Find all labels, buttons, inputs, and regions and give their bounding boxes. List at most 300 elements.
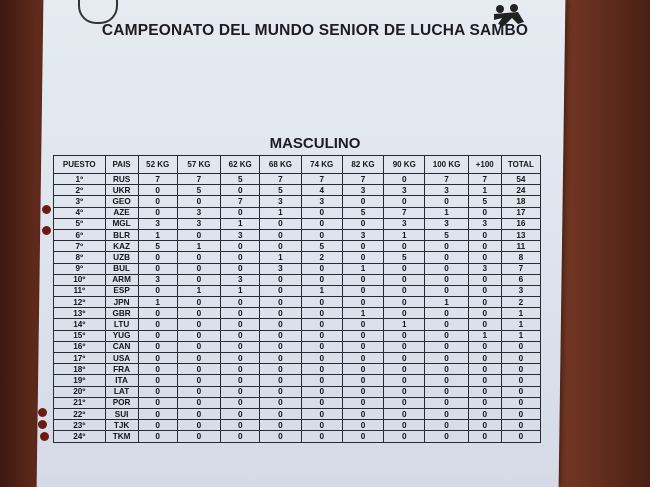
thumbtack-mark <box>38 408 47 417</box>
score-cell: 3 <box>138 218 177 229</box>
section-title: MASCULINO <box>269 135 361 152</box>
score-cell: 0 <box>221 263 260 274</box>
score-cell: 0 <box>221 330 260 341</box>
rank-cell: 9º <box>54 263 106 274</box>
score-cell: 0 <box>221 207 260 218</box>
score-cell: 0 <box>342 319 383 330</box>
country-cell: JPN <box>105 297 138 308</box>
score-cell: 0 <box>177 364 220 375</box>
score-cell: 0 <box>468 353 501 364</box>
country-cell: GBR <box>105 308 138 319</box>
score-cell: 0 <box>342 364 383 375</box>
score-cell: 7 <box>342 174 383 185</box>
score-cell: 0 <box>221 408 260 419</box>
score-cell: 0 <box>342 420 383 431</box>
table-row <box>54 207 541 218</box>
score-cell: 0 <box>342 408 383 419</box>
score-cell: 0 <box>342 431 383 442</box>
score-cell: 0 <box>138 386 177 397</box>
score-cell: 7 <box>501 263 540 274</box>
score-cell: 0 <box>177 431 220 442</box>
country-cell: TJK <box>105 420 138 431</box>
score-cell: 0 <box>501 408 540 419</box>
score-cell: 0 <box>221 252 260 263</box>
score-cell: 0 <box>260 297 301 308</box>
score-cell: 0 <box>384 386 425 397</box>
score-cell: 0 <box>425 285 468 296</box>
score-cell: 17 <box>501 207 540 218</box>
score-cell: 0 <box>501 420 540 431</box>
score-cell: 0 <box>260 386 301 397</box>
score-cell: 1 <box>177 241 220 252</box>
table-row <box>54 375 541 386</box>
score-cell: 0 <box>260 431 301 442</box>
rank-cell: 15º <box>54 330 106 341</box>
score-cell: 0 <box>301 341 342 352</box>
score-cell: 0 <box>177 274 220 285</box>
score-cell: 0 <box>501 375 540 386</box>
score-cell: 0 <box>260 229 301 240</box>
rank-cell: 12º <box>54 297 106 308</box>
results-table <box>53 155 541 443</box>
table-row <box>54 319 541 330</box>
score-cell: 0 <box>342 252 383 263</box>
rank-cell: 17º <box>54 353 106 364</box>
score-cell: 0 <box>425 319 468 330</box>
score-cell: 1 <box>342 263 383 274</box>
column-header: 82 KG <box>342 156 383 174</box>
score-cell: 0 <box>384 375 425 386</box>
score-cell: 7 <box>221 196 260 207</box>
table-row <box>54 263 541 274</box>
score-cell: 0 <box>468 408 501 419</box>
score-cell: 3 <box>301 196 342 207</box>
country-cell: TKM <box>105 431 138 442</box>
score-cell: 0 <box>260 364 301 375</box>
score-cell: 0 <box>468 207 501 218</box>
score-cell: 0 <box>468 375 501 386</box>
score-cell: 16 <box>501 218 540 229</box>
column-header: 57 KG <box>177 156 220 174</box>
score-cell: 1 <box>301 285 342 296</box>
score-cell: 0 <box>221 375 260 386</box>
score-cell: 3 <box>221 274 260 285</box>
score-cell: 6 <box>501 274 540 285</box>
thumbtack-mark <box>42 226 51 235</box>
score-cell: 0 <box>138 252 177 263</box>
rank-cell: 21º <box>54 397 106 408</box>
country-cell: GEO <box>105 196 138 207</box>
score-cell: 0 <box>301 263 342 274</box>
score-cell: 0 <box>260 308 301 319</box>
country-cell: SUI <box>105 408 138 419</box>
score-cell: 0 <box>301 229 342 240</box>
table-row <box>54 341 541 352</box>
score-cell: 0 <box>301 207 342 218</box>
column-header: TOTAL <box>501 156 540 174</box>
column-header: 90 KG <box>384 156 425 174</box>
table-row <box>54 241 541 252</box>
score-cell: 2 <box>501 297 540 308</box>
score-cell: 18 <box>501 196 540 207</box>
rank-cell: 4º <box>54 207 106 218</box>
rank-cell: 13º <box>54 308 106 319</box>
score-cell: 0 <box>260 420 301 431</box>
score-cell: 0 <box>501 364 540 375</box>
rank-cell: 20º <box>54 386 106 397</box>
score-cell: 1 <box>260 252 301 263</box>
score-cell: 0 <box>425 375 468 386</box>
score-cell: 1 <box>425 207 468 218</box>
score-cell: 0 <box>138 319 177 330</box>
score-cell: 3 <box>425 185 468 196</box>
score-cell: 0 <box>260 397 301 408</box>
score-cell: 0 <box>177 252 220 263</box>
score-cell: 0 <box>425 252 468 263</box>
score-cell: 0 <box>425 241 468 252</box>
rank-cell: 1º <box>54 174 106 185</box>
score-cell: 3 <box>342 185 383 196</box>
table-row <box>54 185 541 196</box>
country-cell: BLR <box>105 229 138 240</box>
score-cell: 0 <box>301 431 342 442</box>
score-cell: 5 <box>260 185 301 196</box>
score-cell: 0 <box>384 174 425 185</box>
score-cell: 0 <box>138 420 177 431</box>
score-cell: 0 <box>384 241 425 252</box>
score-cell: 0 <box>384 341 425 352</box>
score-cell: 0 <box>384 420 425 431</box>
table-row <box>54 196 541 207</box>
table-row <box>54 420 541 431</box>
score-cell: 1 <box>221 218 260 229</box>
score-cell: 0 <box>468 386 501 397</box>
score-cell: 0 <box>384 285 425 296</box>
score-cell: 54 <box>501 174 540 185</box>
score-cell: 7 <box>468 174 501 185</box>
score-cell: 0 <box>342 196 383 207</box>
rank-cell: 6º <box>54 229 106 240</box>
score-cell: 1 <box>384 229 425 240</box>
score-cell: 0 <box>301 386 342 397</box>
score-cell: 0 <box>342 341 383 352</box>
score-cell: 0 <box>221 341 260 352</box>
table-row <box>54 330 541 341</box>
score-cell: 1 <box>501 330 540 341</box>
score-cell: 5 <box>138 241 177 252</box>
score-cell: 0 <box>177 263 220 274</box>
score-cell: 7 <box>260 174 301 185</box>
country-cell: UZB <box>105 252 138 263</box>
score-cell: 0 <box>425 386 468 397</box>
score-cell: 5 <box>468 196 501 207</box>
country-cell: POR <box>105 397 138 408</box>
country-cell: KAZ <box>105 241 138 252</box>
score-cell: 0 <box>468 397 501 408</box>
score-cell: 0 <box>425 341 468 352</box>
score-cell: 1 <box>425 297 468 308</box>
score-cell: 0 <box>468 252 501 263</box>
score-cell: 0 <box>177 408 220 419</box>
score-cell: 0 <box>384 196 425 207</box>
score-cell: 7 <box>384 207 425 218</box>
score-cell: 7 <box>177 174 220 185</box>
score-cell: 0 <box>138 364 177 375</box>
score-cell: 0 <box>384 297 425 308</box>
score-cell: 0 <box>177 353 220 364</box>
score-cell: 0 <box>260 408 301 419</box>
rank-cell: 19º <box>54 375 106 386</box>
score-cell: 0 <box>301 218 342 229</box>
score-cell: 1 <box>138 297 177 308</box>
score-cell: 0 <box>221 241 260 252</box>
score-cell: 0 <box>221 297 260 308</box>
table-row <box>54 386 541 397</box>
score-cell: 3 <box>501 285 540 296</box>
score-cell: 0 <box>177 196 220 207</box>
score-cell: 3 <box>384 218 425 229</box>
score-cell: 0 <box>501 431 540 442</box>
score-cell: 0 <box>342 274 383 285</box>
country-cell: BUL <box>105 263 138 274</box>
table-row <box>54 397 541 408</box>
score-cell: 0 <box>468 420 501 431</box>
column-header: 100 KG <box>425 156 468 174</box>
score-cell: 0 <box>342 297 383 308</box>
score-cell: 3 <box>177 218 220 229</box>
score-cell: 0 <box>138 408 177 419</box>
score-cell: 0 <box>260 274 301 285</box>
rank-cell: 11º <box>54 285 106 296</box>
score-cell: 0 <box>384 364 425 375</box>
score-cell: 0 <box>425 196 468 207</box>
score-cell: 3 <box>260 196 301 207</box>
score-cell: 0 <box>468 297 501 308</box>
score-cell: 0 <box>260 375 301 386</box>
rank-cell: 18º <box>54 364 106 375</box>
rank-cell: 10º <box>54 274 106 285</box>
background-wall-right <box>550 0 650 487</box>
score-cell: 0 <box>425 330 468 341</box>
rank-cell: 5º <box>54 218 106 229</box>
score-cell: 0 <box>260 341 301 352</box>
score-cell: 7 <box>301 174 342 185</box>
score-cell: 0 <box>301 274 342 285</box>
score-cell: 1 <box>138 229 177 240</box>
score-cell: 0 <box>177 341 220 352</box>
score-cell: 0 <box>501 353 540 364</box>
score-cell: 0 <box>221 420 260 431</box>
score-cell: 5 <box>342 207 383 218</box>
score-cell: 1 <box>342 308 383 319</box>
score-cell: 5 <box>425 229 468 240</box>
column-header: 74 KG <box>301 156 342 174</box>
table-row <box>54 285 541 296</box>
country-cell: MGL <box>105 218 138 229</box>
score-cell: 0 <box>384 308 425 319</box>
rank-cell: 3º <box>54 196 106 207</box>
score-cell: 0 <box>425 397 468 408</box>
thumbtack-mark <box>42 205 51 214</box>
score-cell: 24 <box>501 185 540 196</box>
score-cell: 0 <box>342 330 383 341</box>
country-cell: YUG <box>105 330 138 341</box>
score-cell: 3 <box>177 207 220 218</box>
country-cell: USA <box>105 353 138 364</box>
score-cell: 0 <box>138 330 177 341</box>
table-row <box>54 297 541 308</box>
table-row <box>54 364 541 375</box>
column-header: PUESTO <box>54 156 106 174</box>
score-cell: 5 <box>221 174 260 185</box>
score-cell: 0 <box>468 364 501 375</box>
score-cell: 0 <box>342 386 383 397</box>
score-cell: 0 <box>138 431 177 442</box>
score-cell: 0 <box>138 196 177 207</box>
table-row <box>54 431 541 442</box>
score-cell: 0 <box>384 408 425 419</box>
score-cell: 5 <box>384 252 425 263</box>
score-cell: 0 <box>138 375 177 386</box>
score-cell: 0 <box>468 431 501 442</box>
score-cell: 3 <box>221 229 260 240</box>
score-cell: 0 <box>301 308 342 319</box>
score-cell: 0 <box>177 420 220 431</box>
score-cell: 0 <box>301 420 342 431</box>
table-row <box>54 229 541 240</box>
column-header: 68 KG <box>260 156 301 174</box>
score-cell: 0 <box>177 397 220 408</box>
score-cell: 0 <box>260 241 301 252</box>
score-cell: 0 <box>301 375 342 386</box>
results-table-body <box>54 174 541 443</box>
rank-cell: 14º <box>54 319 106 330</box>
score-cell: 0 <box>260 285 301 296</box>
score-cell: 3 <box>342 229 383 240</box>
score-cell: 1 <box>384 319 425 330</box>
score-cell: 0 <box>468 274 501 285</box>
score-cell: 0 <box>501 386 540 397</box>
table-row <box>54 174 541 185</box>
score-cell: 0 <box>138 207 177 218</box>
score-cell: 2 <box>301 252 342 263</box>
score-cell: 0 <box>342 218 383 229</box>
score-cell: 0 <box>501 341 540 352</box>
score-cell: 0 <box>342 241 383 252</box>
table-row <box>54 308 541 319</box>
score-cell: 0 <box>138 285 177 296</box>
score-cell: 1 <box>501 319 540 330</box>
country-cell: ARM <box>105 274 138 285</box>
score-cell: 0 <box>138 185 177 196</box>
score-cell: 0 <box>138 308 177 319</box>
score-cell: 0 <box>301 353 342 364</box>
score-cell: 3 <box>468 263 501 274</box>
score-cell: 0 <box>138 263 177 274</box>
score-cell: 0 <box>301 319 342 330</box>
score-cell: 5 <box>301 241 342 252</box>
score-cell: 0 <box>260 218 301 229</box>
score-cell: 0 <box>177 229 220 240</box>
score-cell: 0 <box>342 285 383 296</box>
score-cell: 0 <box>138 397 177 408</box>
score-cell: 8 <box>501 252 540 263</box>
score-cell: 0 <box>384 330 425 341</box>
score-cell: 0 <box>221 319 260 330</box>
rank-cell: 7º <box>54 241 106 252</box>
score-cell: 0 <box>301 330 342 341</box>
rank-cell: 2º <box>54 185 106 196</box>
score-cell: 5 <box>177 185 220 196</box>
score-cell: 0 <box>425 353 468 364</box>
score-cell: 0 <box>468 308 501 319</box>
score-cell: 0 <box>342 375 383 386</box>
score-cell: 0 <box>301 408 342 419</box>
score-cell: 0 <box>221 364 260 375</box>
score-cell: 0 <box>384 263 425 274</box>
rank-cell: 23º <box>54 420 106 431</box>
table-row <box>54 408 541 419</box>
country-cell: ESP <box>105 285 138 296</box>
score-cell: 1 <box>501 308 540 319</box>
score-cell: 0 <box>468 241 501 252</box>
thumbtack-mark <box>40 432 49 441</box>
score-cell: 0 <box>301 364 342 375</box>
score-cell: 0 <box>177 386 220 397</box>
score-cell: 0 <box>468 341 501 352</box>
score-cell: 4 <box>301 185 342 196</box>
table-row <box>54 252 541 263</box>
thumbtack-mark <box>38 420 47 429</box>
score-cell: 0 <box>384 397 425 408</box>
score-cell: 0 <box>177 319 220 330</box>
score-cell: 3 <box>425 218 468 229</box>
score-cell: 0 <box>425 308 468 319</box>
score-cell: 0 <box>221 431 260 442</box>
score-cell: 0 <box>177 297 220 308</box>
table-header-row <box>54 156 541 174</box>
score-cell: 0 <box>177 375 220 386</box>
page-title: CAMPEONATO DEL MUNDO SENIOR DE LUCHA SAMBO <box>101 22 529 39</box>
column-header: 52 KG <box>138 156 177 174</box>
score-cell: 7 <box>138 174 177 185</box>
score-cell: 0 <box>384 431 425 442</box>
score-cell: 0 <box>425 263 468 274</box>
column-header: 62 KG <box>221 156 260 174</box>
score-cell: 0 <box>138 353 177 364</box>
country-cell: ITA <box>105 375 138 386</box>
table-row <box>54 218 541 229</box>
score-cell: 0 <box>468 229 501 240</box>
country-cell: CAN <box>105 341 138 352</box>
score-cell: 7 <box>425 174 468 185</box>
score-cell: 0 <box>342 397 383 408</box>
score-cell: 0 <box>501 397 540 408</box>
score-cell: 0 <box>260 319 301 330</box>
table-row <box>54 274 541 285</box>
column-header: PAIS <box>105 156 138 174</box>
score-cell: 0 <box>177 308 220 319</box>
score-cell: 0 <box>221 386 260 397</box>
score-cell: 0 <box>260 353 301 364</box>
score-cell: 1 <box>468 330 501 341</box>
score-cell: 0 <box>468 319 501 330</box>
score-cell: 3 <box>138 274 177 285</box>
score-cell: 3 <box>384 185 425 196</box>
score-cell: 0 <box>384 353 425 364</box>
rank-cell: 22º <box>54 408 106 419</box>
score-cell: 0 <box>425 420 468 431</box>
